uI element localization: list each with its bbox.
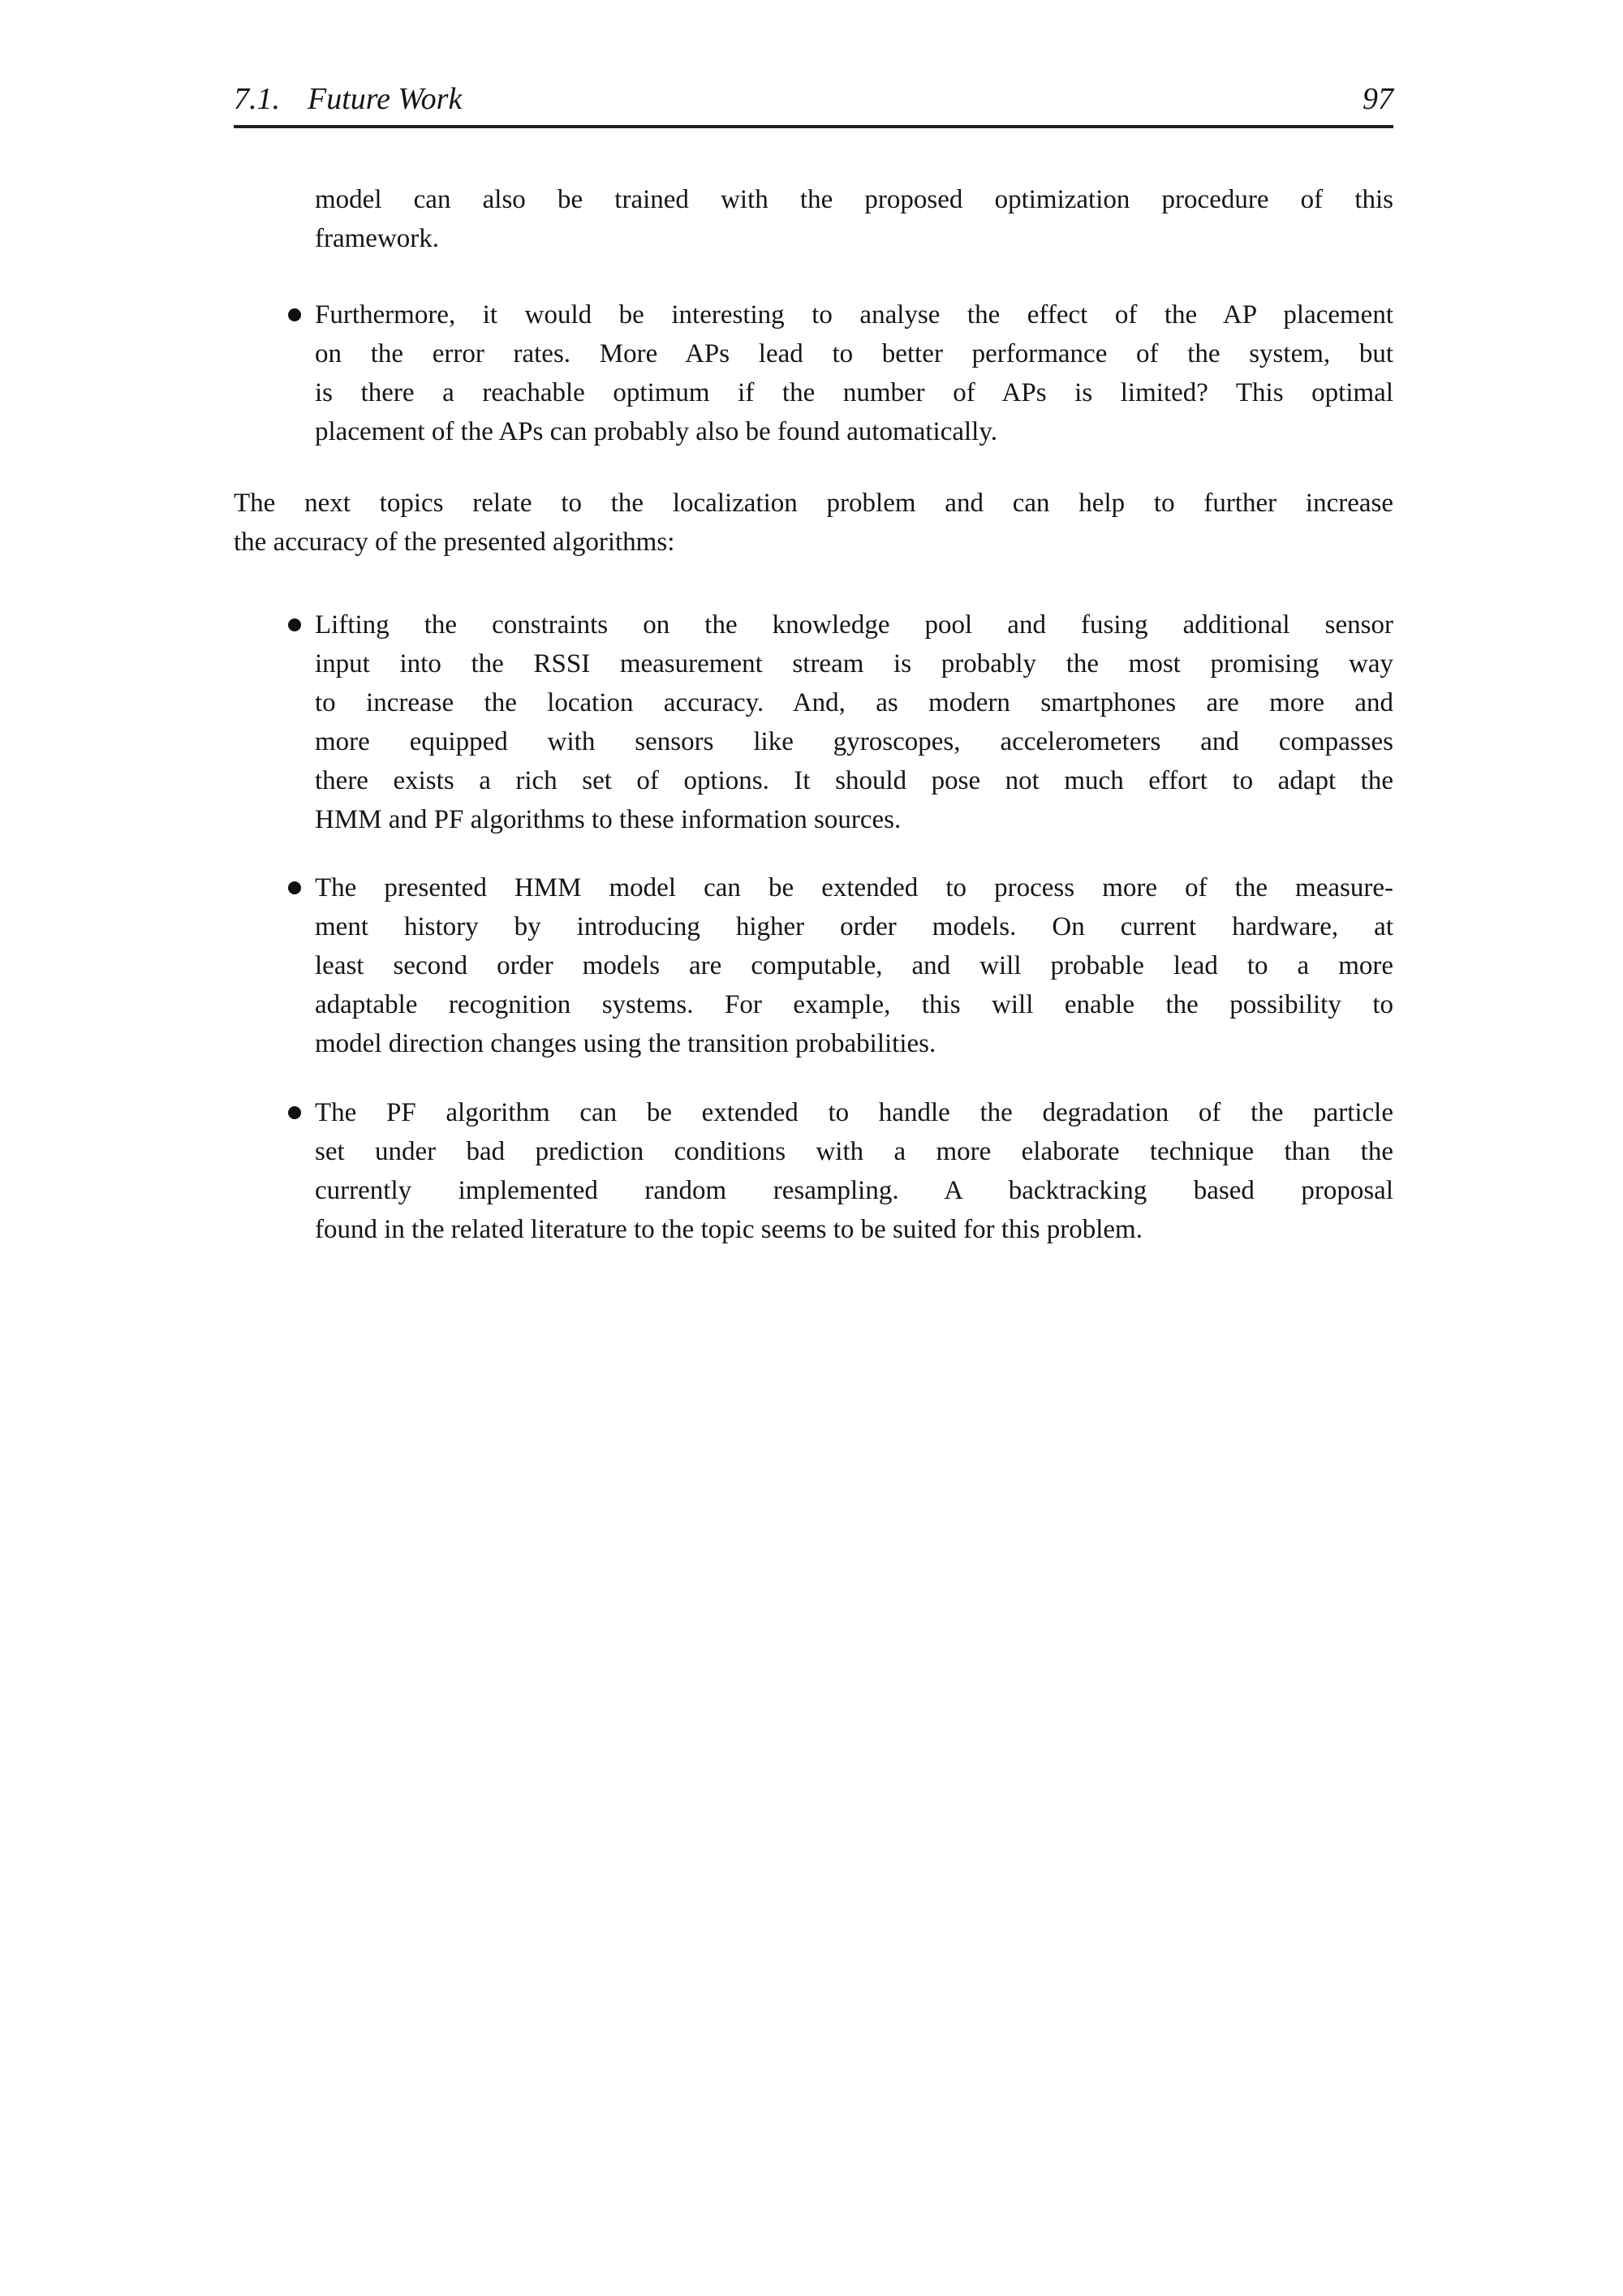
text-line: least second order models are computable, and will probable lead to a more [315, 951, 1393, 980]
bullet-icon [288, 881, 301, 894]
text-line: adaptable recognition systems. For example, this will enable the possibility to [315, 990, 1393, 1019]
text-line: placement of the APs can probably also be found automatically. [315, 417, 997, 446]
text-line: the accuracy of the presented algorithms: [234, 528, 675, 557]
text-line: Lifting the constraints on the knowledge pool and fusing additional sensor [315, 610, 1393, 640]
bullet-icon [288, 1106, 301, 1119]
text-line: framework. [315, 224, 440, 253]
bullet-item-1 [315, 295, 1393, 451]
section-number: 7.1. [234, 82, 280, 116]
text-line: there exists a rich set of options. It should pose not much effort to adapt the [315, 766, 1393, 795]
text-line: more equipped with sensors like gyroscopes, accelerometers and compasses [315, 727, 1393, 756]
intro-paragraph [234, 484, 1393, 562]
text-line: to increase the location accuracy. And, as modern smartphones are more and [315, 688, 1393, 717]
text-line: currently implemented random resampling. A backtracking based proposal [315, 1176, 1393, 1205]
text-line: The next topics relate to the localization problem and can help to further increase [234, 489, 1393, 518]
bullet-item-3 [315, 868, 1393, 1063]
page-number: 97 [1363, 82, 1393, 116]
text-line: model can also be trained with the proposed optimization procedure of this [315, 185, 1393, 214]
running-header [234, 81, 1393, 128]
bullet-item-4 [315, 1093, 1393, 1249]
bullet-icon [288, 308, 301, 321]
section-heading [234, 81, 462, 117]
text-line: set under bad prediction conditions with a more elaborate technique than the [315, 1137, 1393, 1166]
page-body [234, 180, 1393, 1249]
text-line: Furthermore, it would be interesting to analyse the effect of the AP placement [315, 300, 1393, 330]
continuation-paragraph [315, 180, 1393, 258]
text-line: on the error rates. More APs lead to better performance of the system, but [315, 339, 1393, 368]
text-line: HMM and PF algorithms to these information sources. [315, 805, 902, 834]
text-line: The presented HMM model can be extended to process more of the measure- [315, 873, 1393, 902]
section-title: Future Work [308, 82, 463, 116]
text-line: The PF algorithm can be extended to handle the degradation of the particle [315, 1098, 1393, 1127]
text-line: model direction changes using the transition probabilities. [315, 1029, 936, 1058]
text-line: is there a reachable optimum if the number of APs is limited? This optimal [315, 378, 1393, 407]
text-line: input into the RSSI measurement stream is probably the most promising way [315, 649, 1393, 678]
bullet-icon [288, 618, 301, 631]
text-line: ment history by introducing higher order models. On current hardware, at [315, 912, 1393, 941]
bullet-item-2 [315, 605, 1393, 839]
text-line: found in the related literature to the topic seems to be suited for this problem. [315, 1215, 1143, 1244]
